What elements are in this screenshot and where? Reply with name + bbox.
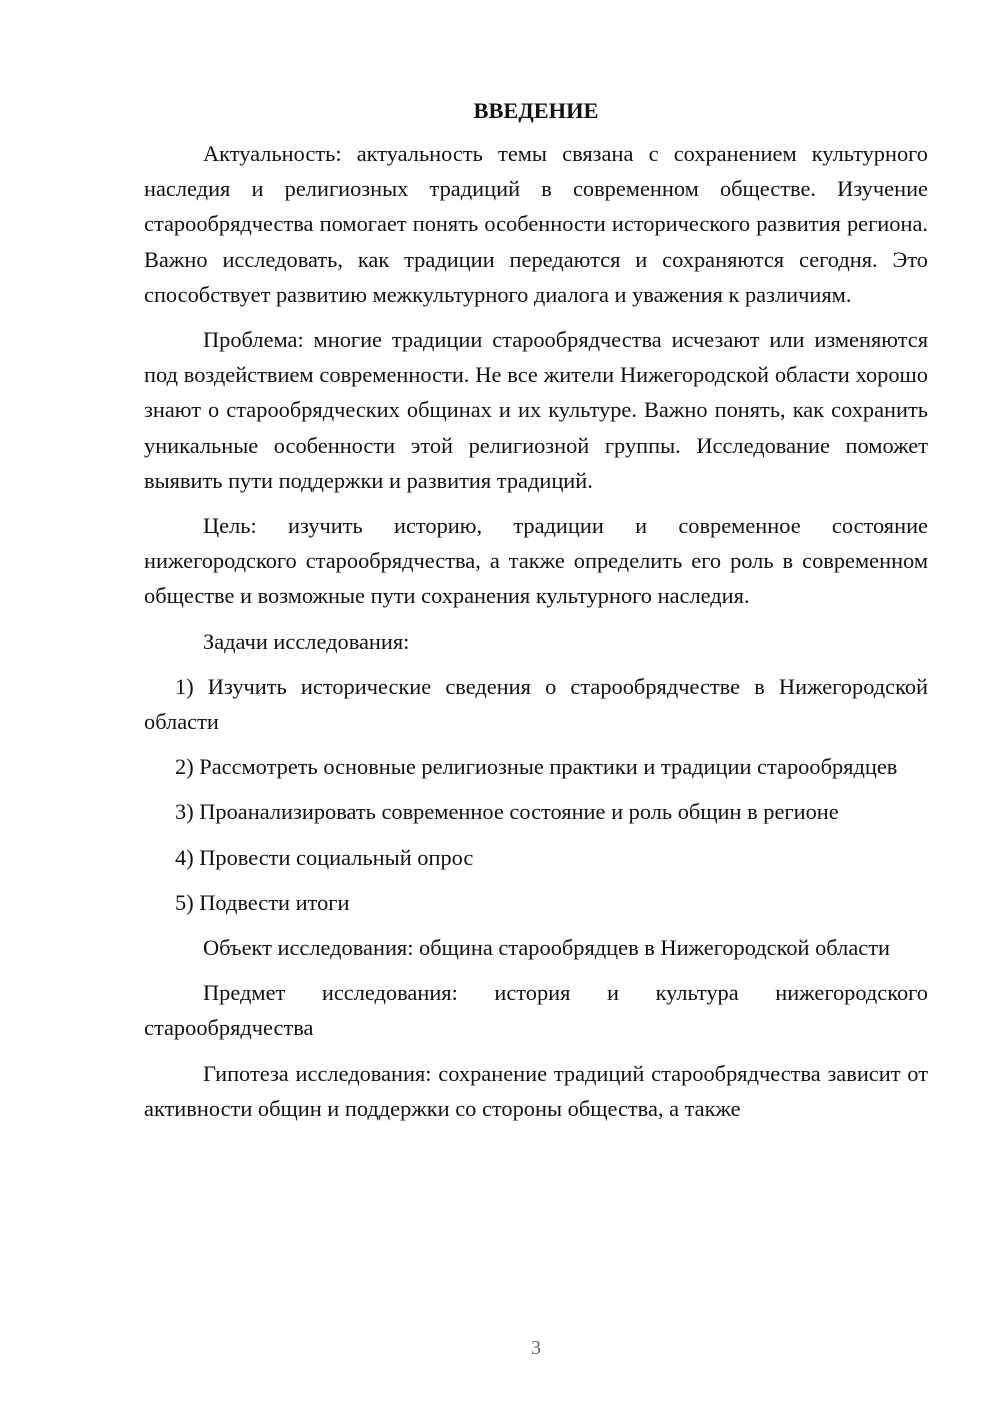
list-item-task-3: 3) Проанализировать современное состояние и роль общин в регионе — [175, 799, 839, 825]
paragraph-goal: Цель: изучить историю, традиции и современное состояние нижегородского старообрядчества, а также определить его роль в современном обществе и возможные пути сохранения культурного наследия. — [144, 513, 928, 609]
page-content — [144, 96, 928, 1136]
paragraph-tasks-title: Задачи исследования: — [203, 628, 410, 654]
paragraph-subject: Предмет исследования: история и культура нижегородского старообрядчества — [144, 980, 928, 1041]
paragraph-problem: Проблема: многие традиции старообрядчества исчезают или изменяются под воздействием современности. Не все жители Нижегородской области хорошо знают о старообрядческих общинах и их культуре. Важно понять, как сохранить уникальные особенности этой религиозной группы. Исследование поможет выявить пути поддержки и развития традиций. — [144, 327, 928, 493]
section-heading: ВВЕДЕНИЕ — [473, 98, 599, 123]
list-item-task-5: 5) Подвести итоги — [175, 889, 350, 915]
paragraph-object: Объект исследования: община старообрядцев в Нижегородской области — [203, 935, 890, 961]
page-number: 3 — [531, 1337, 541, 1359]
list-item-task-4: 4) Провести социальный опрос — [175, 844, 474, 870]
list-item-task-2: 2) Рассмотреть основные религиозные практики и традиции старообрядцев — [175, 754, 898, 780]
paragraph-hypothesis: Гипотеза исследования: сохранение традиций старообрядчества зависит от активности общин и поддержки со стороны общества, а также — [144, 1060, 928, 1121]
paragraph-relevance: Актуальность: актуальность темы связана с сохранением культурного наследия и религиозных традиций в современном обществе. Изучение старообрядчества помогает понять особенности исторического развития региона. Важно исследовать, как традиции передаются и сохраняются сегодня. Это способствует развитию межкультурного диалога и уважения к различиям. — [144, 141, 928, 307]
list-item-task-1: 1) Изучить исторические сведения о старообрядчестве в Нижегородской области — [144, 673, 928, 735]
